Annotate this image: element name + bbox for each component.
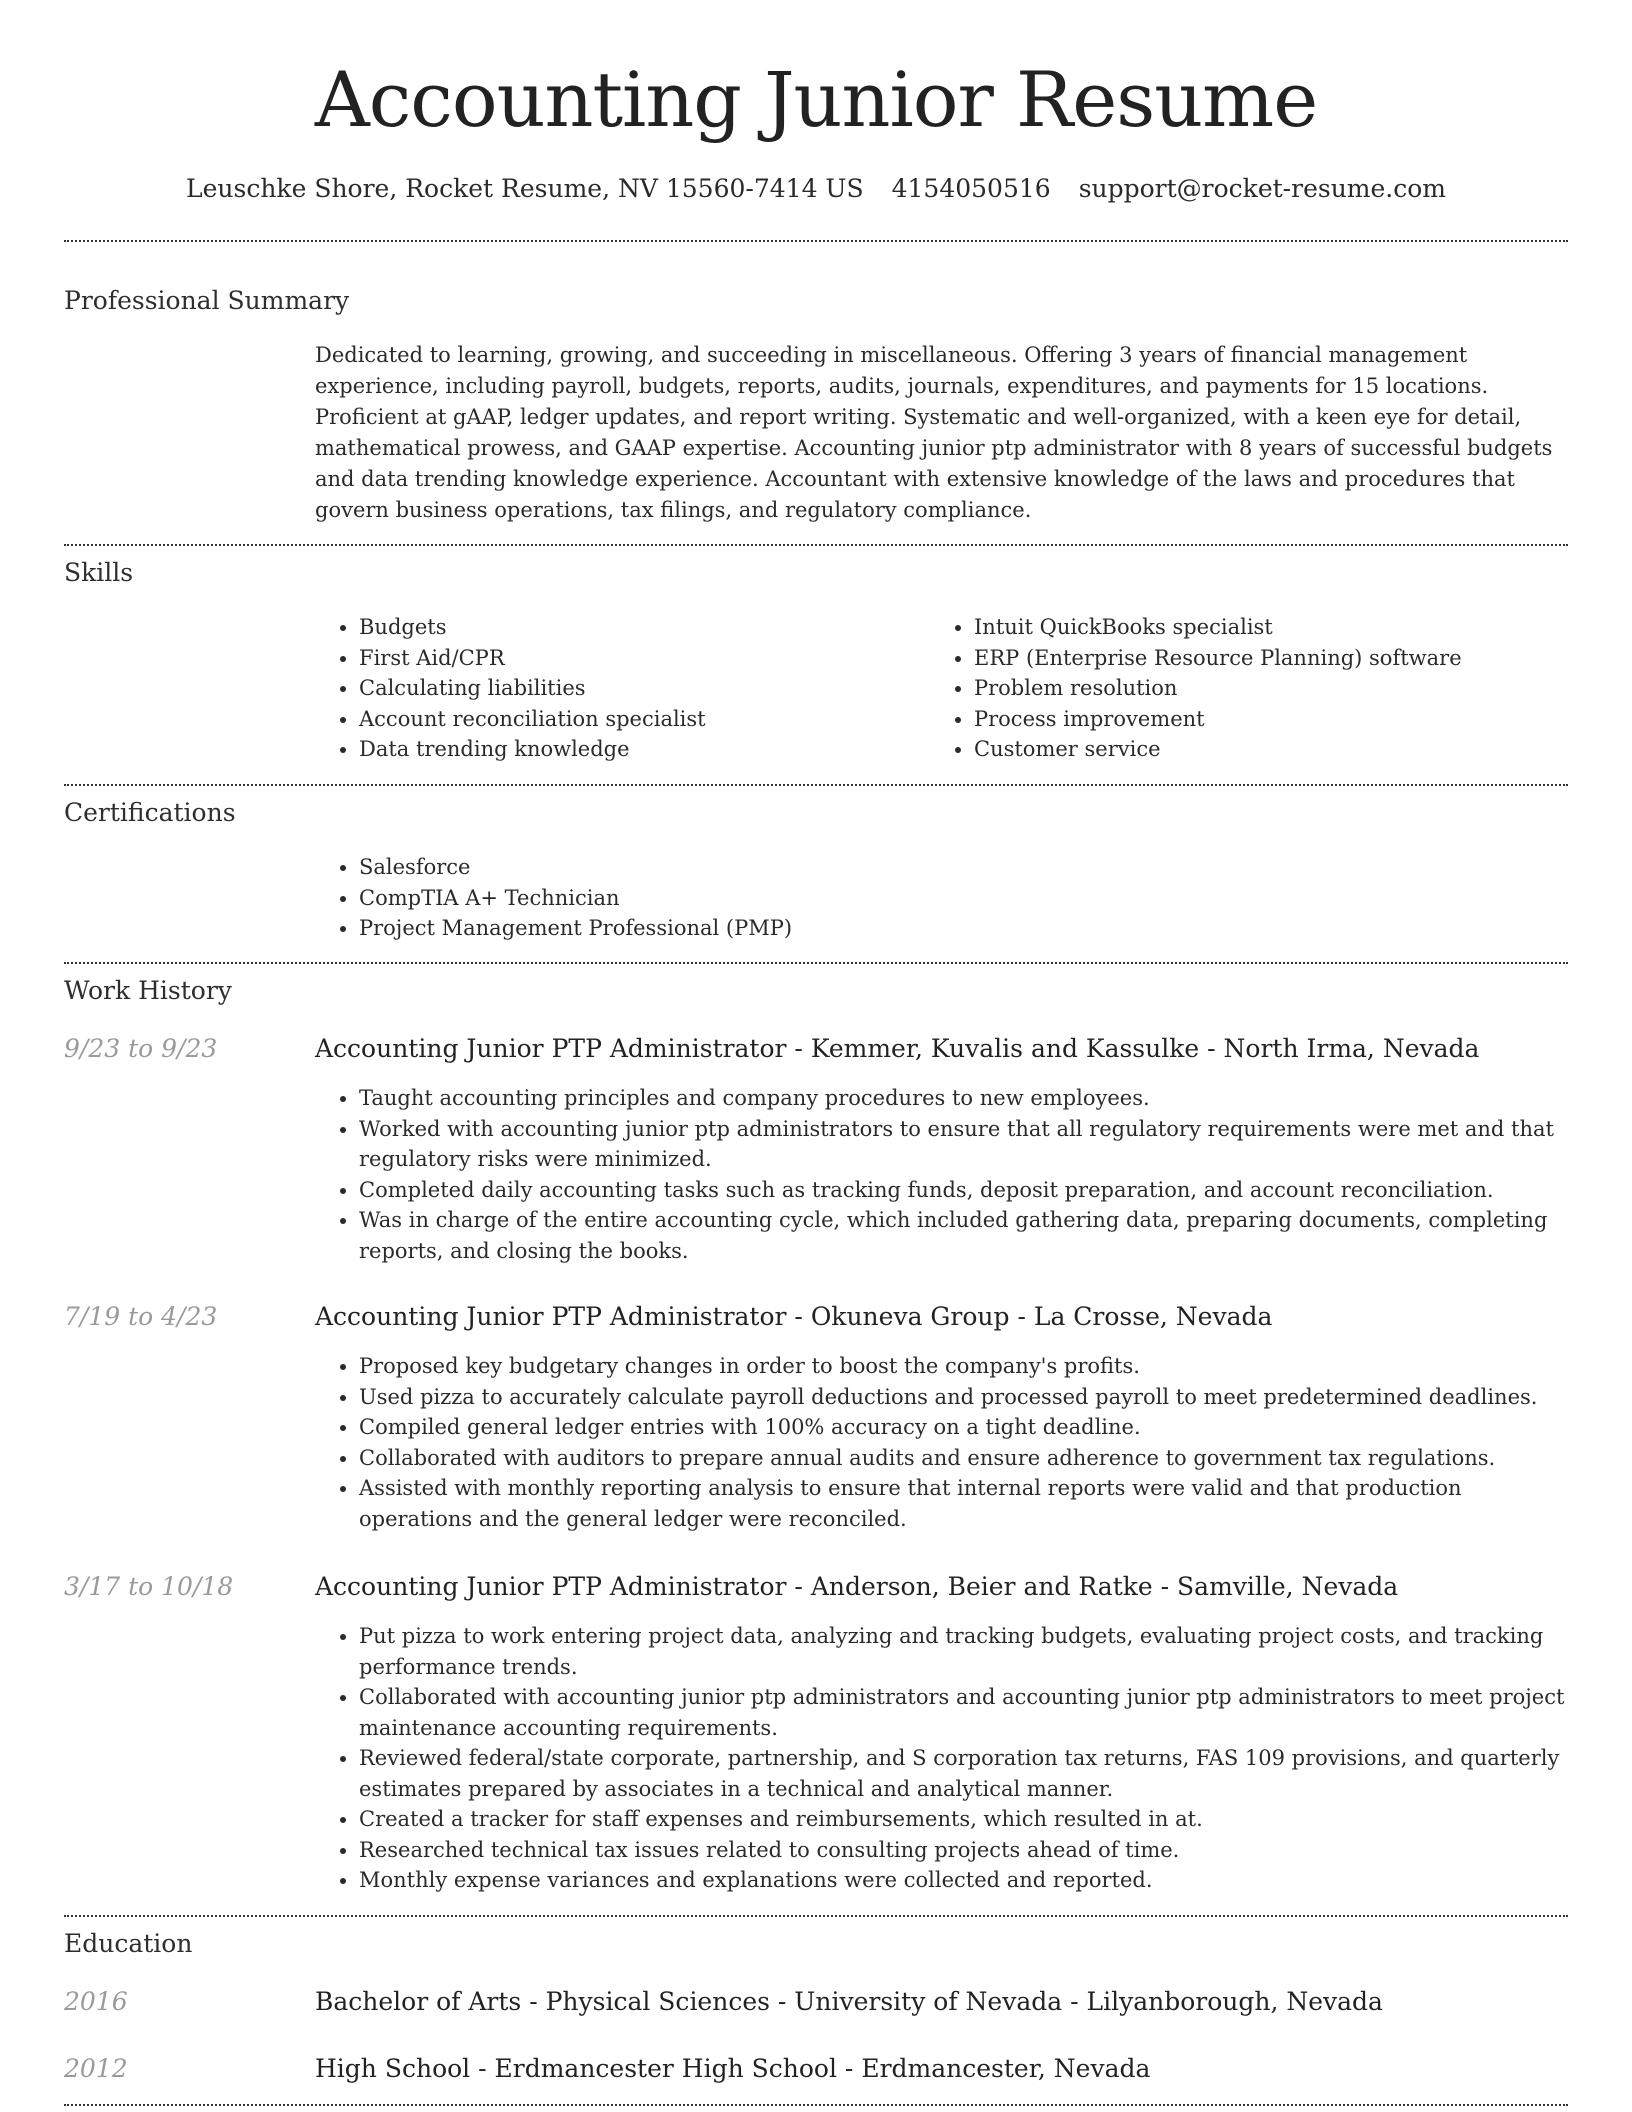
duty-item: • Created a tracker for staff expenses and reimbursements, which resulted in at. xyxy=(359,1804,1573,1835)
skill-item: • Customer service xyxy=(974,734,1570,765)
job-duties xyxy=(315,1083,1573,1266)
skill-item: • Data trending knowledge xyxy=(359,734,915,765)
job-dates: 3/17 to 10/18 xyxy=(64,1572,234,1601)
duty-item: • Compiled general ledger entries with 100% accuracy on a tight deadline. xyxy=(359,1412,1573,1443)
duty-item: • Collaborated with accounting junior ptp administrators and accounting junior ptp administrators to meet project maintenance accounting requirements. xyxy=(359,1682,1573,1743)
section-divider xyxy=(64,962,1568,964)
contact-phone: 4154050516 xyxy=(891,174,1051,203)
summary-text: Dedicated to learning, growing, and succeeding in miscellaneous. Offering 3 years of financial management experience, including payroll, budgets, reports, audits, journals, expenditures, and payments for 15 locations. Proficient at gAAP, ledger updates, and report writing. Systematic and well-organized, with a keen eye for detail, mathematical prowess, and GAAP expertise. Accounting junior ptp administrator with 8 years of successful budgets and data trending knowledge experience. Accountant with extensive knowledge of the laws and procedures that govern business operations, tax filings, and regulatory compliance. xyxy=(315,343,1553,522)
work-history-heading: Work History xyxy=(64,976,232,1005)
certification-item: • Salesforce xyxy=(359,852,1573,883)
duty-item: • Was in charge of the entire accounting cycle, which included gathering data, preparing documents, completing reports, and closing the books. xyxy=(359,1205,1573,1266)
duty-item: • Worked with accounting junior ptp administrators to ensure that all regulatory requirements were met and that regulatory risks were minimized. xyxy=(359,1114,1573,1175)
duty-item: • Researched technical tax issues related to consulting projects ahead of time. xyxy=(359,1835,1573,1866)
contact-email: support@rocket-resume.com xyxy=(1078,174,1446,203)
job-dates: 7/19 to 4/23 xyxy=(64,1302,218,1331)
skill-item: • Problem resolution xyxy=(974,673,1570,704)
duty-item: • Collaborated with auditors to prepare annual audits and ensure adherence to government tax regulations. xyxy=(359,1443,1573,1474)
duty-item: • Monthly expense variances and explanations were collected and reported. xyxy=(359,1865,1573,1896)
education-year: 2016 xyxy=(64,1987,128,2016)
job-duties xyxy=(315,1621,1573,1896)
skills-column-right xyxy=(930,612,1570,765)
job-duties xyxy=(315,1351,1573,1534)
duty-item: • Used pizza to accurately calculate payroll deductions and processed payroll to meet predetermined deadlines. xyxy=(359,1382,1573,1413)
skills-heading: Skills xyxy=(64,558,134,587)
skill-item: • Process improvement xyxy=(974,704,1570,735)
job-title: Accounting Junior PTP Administrator - Okuneva Group - La Crosse, Nevada xyxy=(315,1302,1273,1331)
skill-item: • Calculating liabilities xyxy=(359,673,915,704)
education-heading: Education xyxy=(64,1929,193,1958)
education-detail: High School - Erdmancester High School - Erdmancester, Nevada xyxy=(315,2054,1151,2083)
duty-item: • Reviewed federal/state corporate, partnership, and S corporation tax returns, FAS 109 provisions, and quarterly estimates prepared by associates in a technical and analytical manner. xyxy=(359,1743,1573,1804)
job-title: Accounting Junior PTP Administrator - Anderson, Beier and Ratke - Samville, Nevada xyxy=(315,1572,1399,1601)
section-divider xyxy=(64,240,1568,242)
section-divider xyxy=(64,784,1568,786)
contact-address: Leuschke Shore, Rocket Resume, NV 15560-7414 US xyxy=(186,174,864,203)
duty-item: • Put pizza to work entering project data, analyzing and tracking budgets, evaluating project costs, and tracking performance trends. xyxy=(359,1621,1573,1682)
skill-item: • First Aid/CPR xyxy=(359,643,915,674)
duty-item: • Assisted with monthly reporting analysis to ensure that internal reports were valid and that production operations and the general ledger were reconciled. xyxy=(359,1473,1573,1534)
resume-title: Accounting Junior Resume xyxy=(314,55,1318,144)
skill-item: • ERP (Enterprise Resource Planning) software xyxy=(974,643,1570,674)
skill-item: • Budgets xyxy=(359,612,915,643)
skill-item: • Account reconciliation specialist xyxy=(359,704,915,735)
duty-item: • Completed daily accounting tasks such as tracking funds, deposit preparation, and account reconciliation. xyxy=(359,1175,1573,1206)
section-divider xyxy=(64,2104,1568,2106)
summary-heading: Professional Summary xyxy=(64,286,350,315)
skill-item: • Intuit QuickBooks specialist xyxy=(974,612,1570,643)
job-title: Accounting Junior PTP Administrator - Kemmer, Kuvalis and Kassulke - North Irma, Nevada xyxy=(315,1034,1480,1063)
contact-line xyxy=(0,172,1632,206)
certification-item: • CompTIA A+ Technician xyxy=(359,883,1573,914)
education-year: 2012 xyxy=(64,2054,128,2083)
certifications-heading: Certifications xyxy=(64,798,236,827)
section-divider xyxy=(64,1915,1568,1917)
education-detail: Bachelor of Arts - Physical Sciences - University of Nevada - Lilyanborough, Nevada xyxy=(315,1987,1383,2016)
section-divider xyxy=(64,544,1568,546)
certifications-list xyxy=(315,852,1573,944)
duty-item: • Proposed key budgetary changes in order to boost the company's profits. xyxy=(359,1351,1573,1382)
skills-column-left xyxy=(315,612,915,765)
certification-item: • Project Management Professional (PMP) xyxy=(359,913,1573,944)
duty-item: • Taught accounting principles and company procedures to new employees. xyxy=(359,1083,1573,1114)
job-dates: 9/23 to 9/23 xyxy=(64,1034,218,1063)
